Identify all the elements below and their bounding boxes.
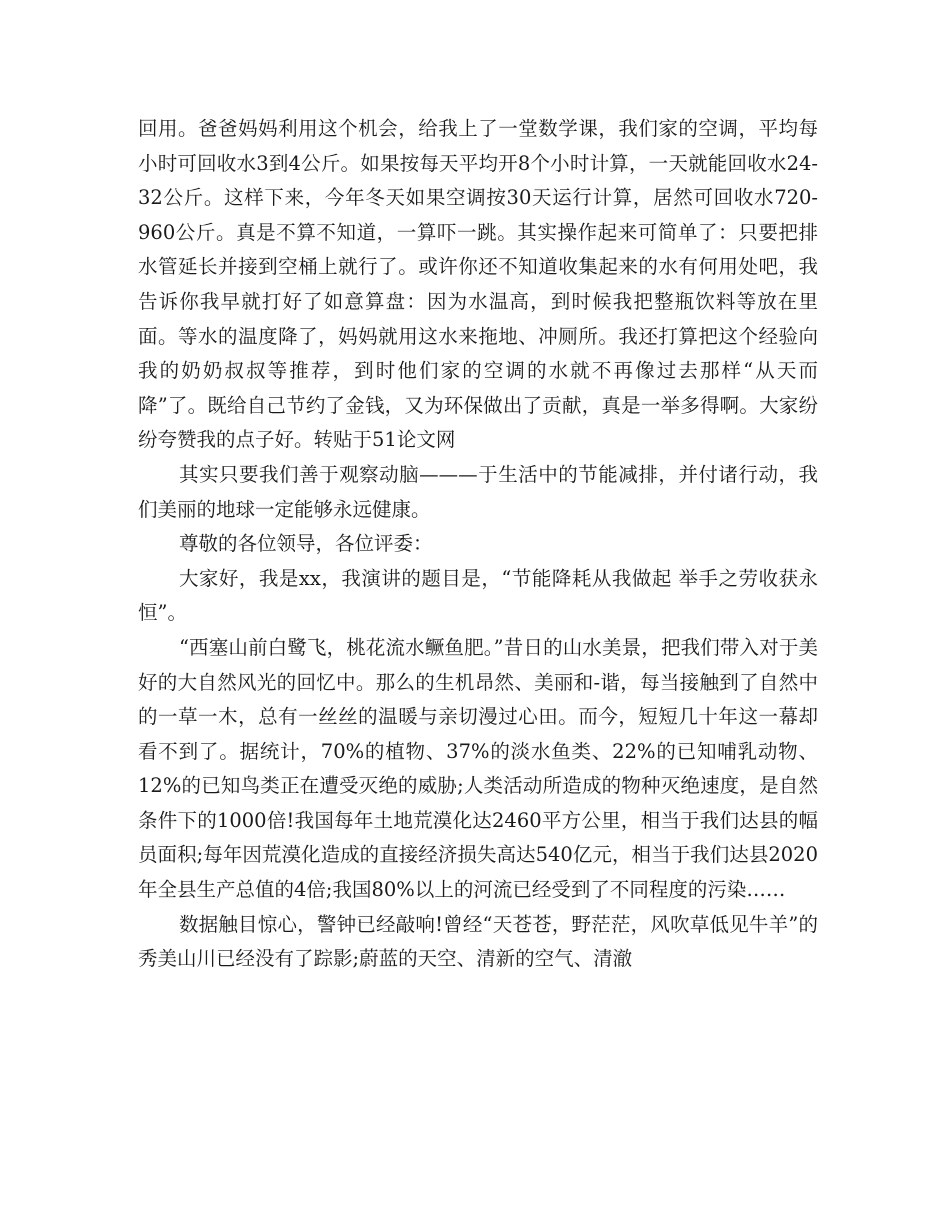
paragraph-speech-title: 大家好，我是xx，我演讲的题目是，“节能降耗从我做起 举手之劳收获永恒”。 — [138, 566, 818, 625]
paragraph-statistics: “西塞山前白鹭飞，桃花流水鳜鱼肥。”昔日的山水美景，把我们带入对于美好的大自然风光的回忆中。那么的生机昂然、美丽和-谐，每当接触到了自然中的一草一木，总有一丝丝的温暖与亲切漫过心田。而今，短短几十年这一幕却看不到了。据统计，70%的植物、37%的淡水鱼类、22%的已知哺乳动物、12%的已知鸟类正在遭受灭绝的威胁;人类活动所造成的物种灭绝速度，是自然条件下的1000倍!我国每年土地荒漠化达2460平方公里，相当于我们达县的幅员面积;每年因荒漠化造成的直接经济损失高达540亿元，相当于我们达县2020年全县生产总值的4倍;我国80%以上的河流已经受到了不同程度的污染…… — [138, 635, 818, 902]
paragraph-air-conditioner-water: 回用。爸爸妈妈利用这个机会，给我上了一堂数学课，我们家的空调，平均每小时可回收水3到4公斤。如果按每天平均开8个小时计算，一天就能回收水24-32公斤。这样下来，今年冬天如果空调按30天运行计算，居然可回收水720-960公斤。真是不算不知道，一算吓一跳。其实操作起来可简单了：只要把排水管延长并接到空桶上就行了。或许你还不知道收集起来的水有何用处吧，我告诉你我早就打好了如意算盘：因为水温高，到时候我把整瓶饮料等放在里面。等水的温度降了，妈妈就用这水来拖地、冲厕所。我还打算把这个经验向我的奶奶叔叔等推荐，到时他们家的空调的水就不再像过去那样“从天而降”了。既给自己节约了金钱，又为环保做出了贡献，真是一举多得啊。大家纷纷夸赞我的点子好。转贴于51论文网 — [138, 117, 818, 452]
paragraph-observe-and-act: 其实只要我们善于观察动脑———于生活中的节能减排，并付诸行动，我们美丽的地球一定能够永远健康。 — [138, 462, 818, 521]
document-page — [138, 112, 818, 977]
paragraph-warning: 数据触目惊心，警钟已经敲响!曾经“天苍苍，野茫茫，风吹草低见牛羊”的秀美山川已经没有了踪影;蔚蓝的天空、清新的空气、清澈 — [138, 912, 818, 971]
paragraph-salutation: 尊敬的各位领导，各位评委： — [178, 532, 433, 556]
